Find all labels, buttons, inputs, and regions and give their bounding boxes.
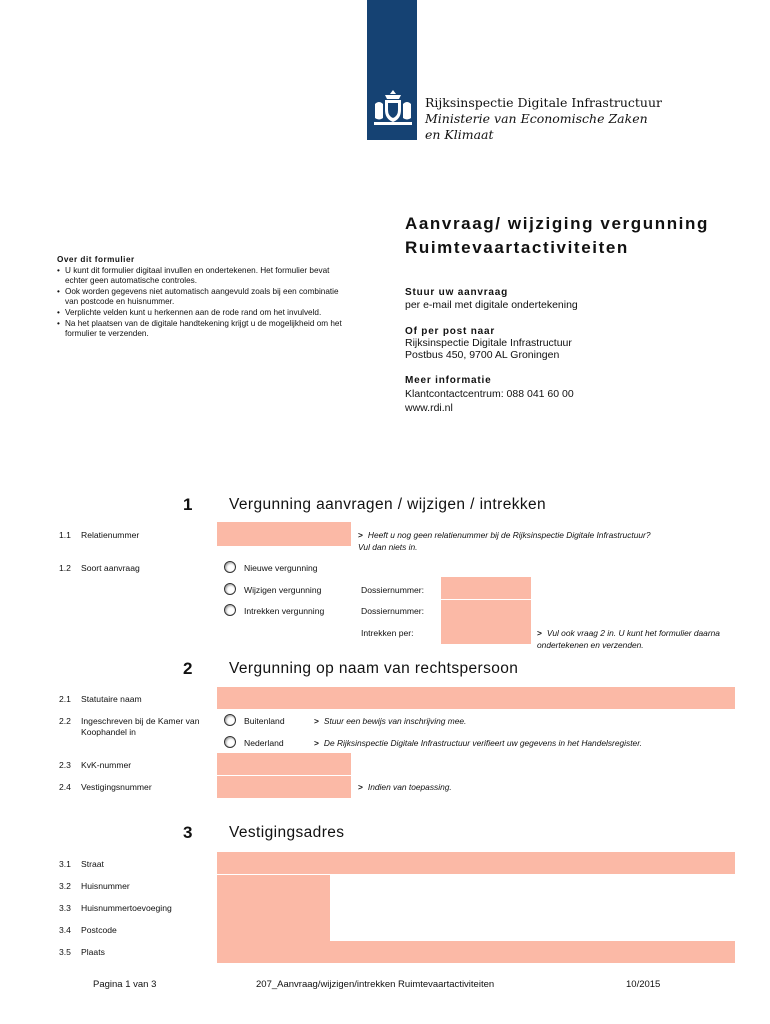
postcode-input[interactable] [217,919,330,941]
section-title: Vergunning op naam van rechtspersoon [229,660,519,677]
field-number: 3.2 [59,881,71,891]
revoke-per-label: Intrekken per: [361,628,414,638]
radio-revoke-license[interactable] [224,604,236,616]
dossier-label: Dossiernummer: [361,585,425,595]
section-number: 3 [183,823,193,842]
royal-emblem-icon [371,86,415,130]
about-item: • Verplichte velden kunt u herkennen aan de rode rand om het invulveld. [57,308,347,319]
radio-label: Wijzigen vergunning [244,585,322,595]
field-label: Relatienummer [81,530,140,540]
field-label: Huisnummertoevoeging [81,903,172,913]
field-number: 1.1 [59,530,71,540]
about-item: • Ook worden gegevens niet automatisch aangevuld zoals bij een combinatie van postcode en huisnummer. [57,287,347,308]
about-item: • U kunt dit formulier digitaal invullen en ondertekenen. Het formulier bevat echter geen automatische controles. [57,266,347,287]
field-number: 1.2 [59,563,71,573]
radio-new-license[interactable] [224,561,236,573]
field-label: Plaats [81,947,105,957]
info-website[interactable]: www.rdi.nl [405,402,453,414]
field-number: 3.4 [59,925,71,935]
post-address-2: Postbus 450, 9700 AL Groningen [405,349,560,361]
org-name: Rijksinspectie Digitale Infrastructuur [425,95,662,110]
field-number: 2.4 [59,782,71,792]
revoke-date-input[interactable] [441,622,531,644]
page-number: Pagina 1 van 3 [93,979,157,990]
send-heading: Stuur uw aanvraag [405,287,509,298]
about-form [57,255,347,340]
radio-abroad[interactable] [224,714,236,726]
document-date: 10/2015 [626,979,661,990]
field-label: Postcode [81,925,117,935]
kvk-number-input[interactable] [217,753,351,775]
field-label: Ingeschreven bij de Kamer van Koophandel in [81,716,200,737]
about-item: • Na het plaatsen van de digitale handtekening krijgt u de mogelijkheid om het formulier te verzenden. [57,319,347,340]
section-title: Vestigingsadres [229,824,345,841]
field-label: Statutaire naam [81,694,142,704]
field-note: > Heeft u nog geen relatienummer bij de Rijksinspectie Digitale Infrastructuur? Vul dan niets in. [358,530,651,552]
relation-number-input[interactable] [217,522,351,546]
section-number: 1 [183,495,193,514]
field-number: 2.1 [59,694,71,704]
send-text: per e-mail met digitale ondertekening [405,299,578,311]
field-label: Straat [81,859,104,869]
radio-label: Intrekken vergunning [244,606,325,616]
field-number: 3.5 [59,947,71,957]
field-note: > Vul ook vraag 2 in. U kunt het formulier daarna ondertekenen en verzenden. [537,628,720,650]
radio-change-license[interactable] [224,583,236,595]
field-number: 2.2 [59,716,71,726]
house-number-addition-input[interactable] [217,897,330,919]
radio-label: Nieuwe vergunning [244,563,318,573]
document-name: 207_Aanvraag/wijzigen/intrekken Ruimtevaartactiviteiten [256,979,495,990]
city-input[interactable] [217,941,735,963]
section-title: Vergunning aanvragen / wijzigen / intrekken [229,496,547,513]
field-number: 2.3 [59,760,71,770]
ministry-name-2: en Klimaat [425,127,494,142]
field-label: KvK-nummer [81,760,132,770]
about-heading: Over dit formulier [57,255,135,264]
statutory-name-input[interactable] [217,687,735,709]
post-heading: Of per post naar [405,326,496,337]
page-title: Aanvraag/ wijziging vergunning [405,214,709,233]
street-input[interactable] [217,852,735,874]
dossier-label: Dossiernummer: [361,606,425,616]
field-note: > De Rijksinspectie Digitale Infrastructuur verifieert uw gegevens in het Handelsregister. [314,738,642,748]
field-note: > Indien van toepassing. [358,782,452,792]
page-title-2: Ruimtevaartactiviteiten [405,238,629,257]
field-number: 3.3 [59,903,71,913]
dossier-number-input[interactable] [441,577,531,599]
radio-netherlands[interactable] [224,736,236,748]
radio-label: Nederland [244,738,284,748]
field-label: Vestigingsnummer [81,782,152,792]
post-address-1: Rijksinspectie Digitale Infrastructuur [405,337,572,349]
ministry-name: Ministerie van Economische Zaken [425,111,648,126]
section-number: 2 [183,659,193,678]
house-number-input[interactable] [217,875,330,897]
dossier-number-input-2[interactable] [441,600,531,622]
field-label: Huisnummer [81,881,130,891]
info-heading: Meer informatie [405,375,492,386]
branch-number-input[interactable] [217,776,351,798]
field-note: > Stuur een bewijs van inschrijving mee. [314,716,467,726]
info-phone: Klantcontactcentrum: 088 041 60 00 [405,388,574,400]
field-number: 3.1 [59,859,71,869]
radio-label: Buitenland [244,716,285,726]
field-label: Soort aanvraag [81,563,140,573]
